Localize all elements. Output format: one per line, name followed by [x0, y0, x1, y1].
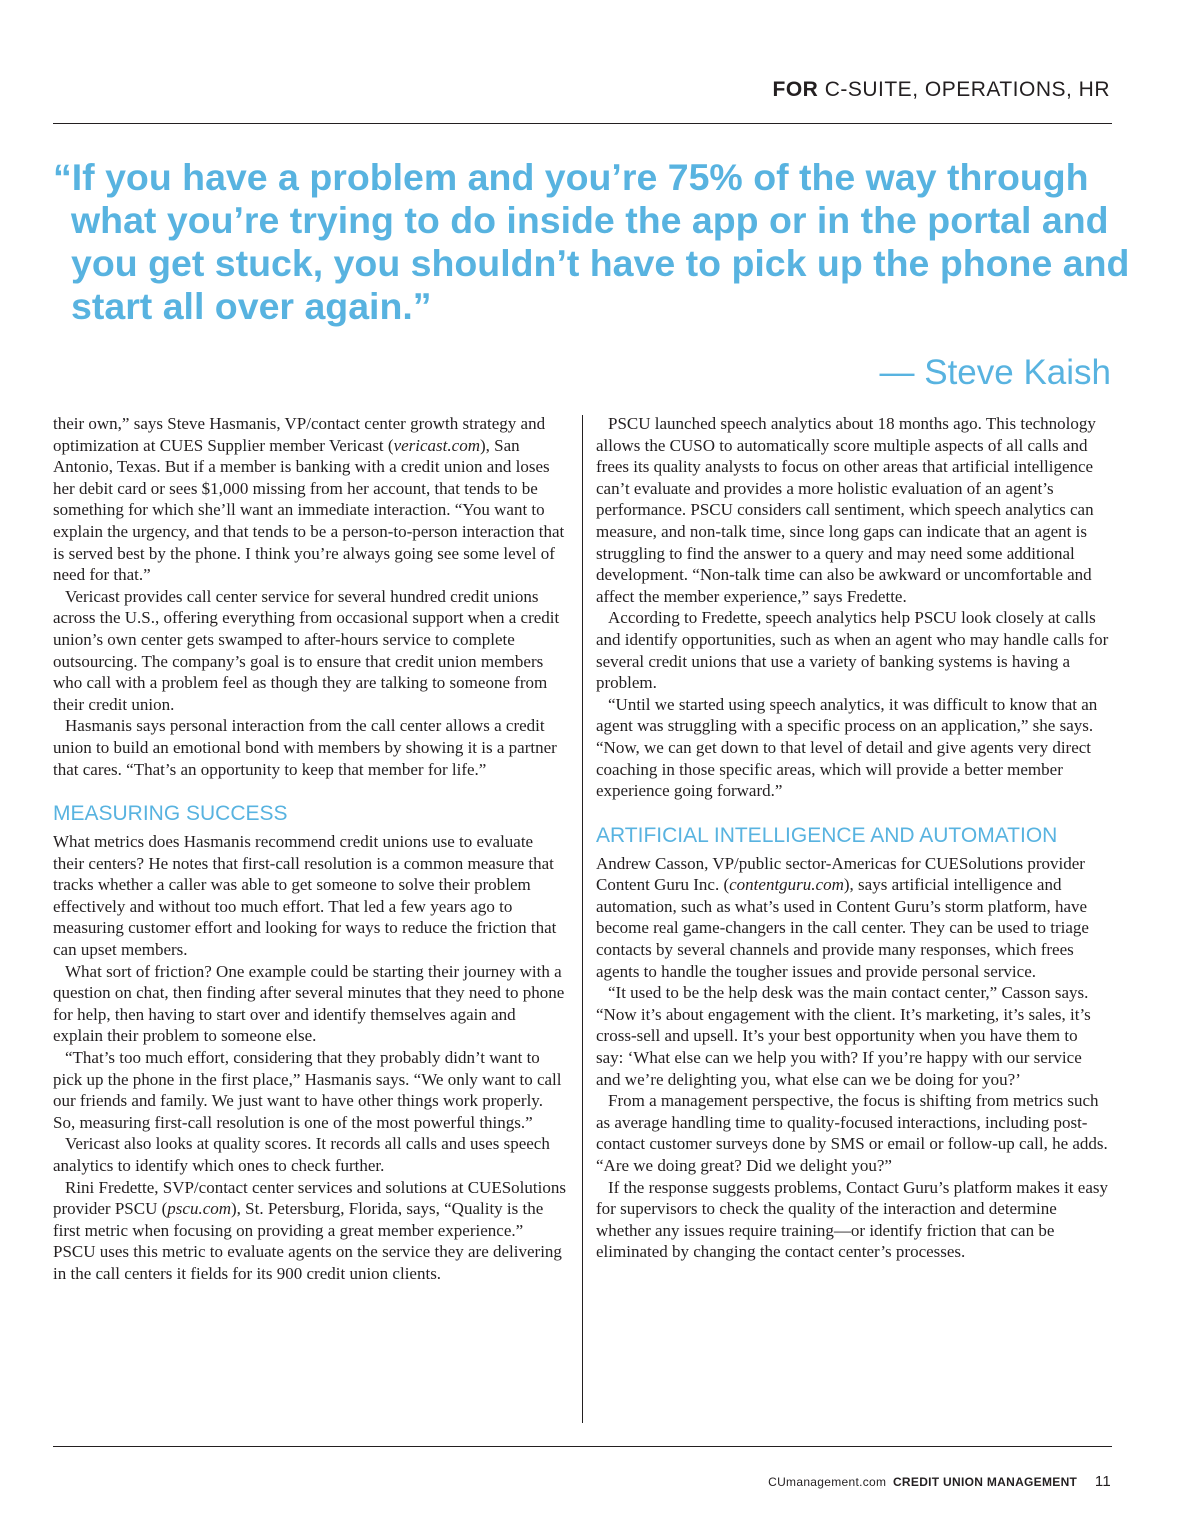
paragraph: Vericast provides call center service for several hundred credit unions across the U.S., offering everything from occasional support when a credit union’s own center gets swamped to after-hours service to complete outsourcing. The company’s goal is to ensure that credit union members who call with a problem feel as though they are talking to someone from their credit union. — [53, 586, 560, 714]
link-vericast[interactable]: vericast.com — [393, 435, 480, 455]
paragraph: Hasmanis says personal interaction from the call center allows a credit union to build an emotional bond with members by showing it is a partner that cares. “That’s an opportunity to keep that member for life.” — [53, 716, 557, 779]
section-heading-ai-automation: ARTIFICIAL INTELLIGENCE AND AUTOMATION — [596, 823, 1058, 847]
paragraph: According to Fredette, speech analytics help PSCU look closely at calls and identify opportunities, such as when an agent who may handle calls for several credit unions that use a variety of banking systems is having a problem. — [596, 608, 1109, 693]
section-label-for: FOR — [772, 78, 819, 101]
section-label — [773, 78, 1110, 102]
paragraph: What metrics does Hasmanis recommend credit unions use to evaluate their centers? He notes that first-call resolution is a common measure that tracks whether a caller was able to get someone to solve their problem effectively and without too much effort. That led a few years ago to measuring customer effort and looking for ways to reduce the friction that can upset members. — [53, 832, 557, 960]
link-contentguru[interactable]: contentguru.com — [729, 875, 844, 895]
section-label-audience: C-SUITE, OPERATIONS, HR — [824, 78, 1110, 101]
bottom-rule — [53, 1446, 1112, 1447]
left-column — [53, 413, 566, 1285]
page-number: 11 — [1094, 1473, 1111, 1490]
paragraph: their own,” says Steve Hasmanis, VP/contact center growth strategy and optimization at CUES Supplier member Vericast (vericast.com), San Antonio, Texas. But if a member is banking with a credit union and loses her debit card or sees $1,000 missing from her account, that tends to be something for which she’ll want an immediate interaction. “You want to explain the urgency, and that tends to be a person-to-person interaction that is served best by the phone. I think you’re always going see some level of need for that.” — [53, 414, 565, 585]
paragraph: PSCU launched speech analytics about 18 months ago. This technology allows the CUSO to automatically score multiple aspects of all calls and frees its quality analysts to focus on other areas that artificial intelligence can’t evaluate and provides a more holistic evaluation of an agent’s performance. PSCU considers call sentiment, which speech analytics can measure, and non-talk time, since long gaps can indicate that an agent is struggling to find the answer to a query and may need some additional development. “Non-talk time can also be awkward or uncomfortable and affect the member experience,” says Fredette. — [596, 414, 1096, 606]
pull-quote: “If you have a problem and you’re 75% of the way through what you’re trying to do inside the app or in the portal and you get stuck, you shouldn’t have to pick up the phone and start all over again.” — [53, 156, 1130, 327]
paragraph: Vericast also looks at quality scores. It records all calls and uses speech analytics to identify which ones to check further. — [53, 1134, 550, 1175]
paragraph: Andrew Casson, VP/public sector-Americas for CUESolutions provider Content Guru Inc. (contentguru.com), says artificial intelligence and automation, such as what’s used in Content Guru’s storm platform, have become real game-changers in the call center. They can be used to triage contacts by several channels and provide many responses, which frees agents to handle the tougher issues and provide personal service. — [596, 853, 1089, 981]
paragraph: If the response suggests problems, Contact Guru’s platform makes it easy for supervisors to check the quality of the interaction and determine whether any issues require training—or identify friction that can be eliminated by changing the contact center’s processes. — [596, 1177, 1108, 1262]
paragraph: “Until we started using speech analytics, it was difficult to know that an agent was struggling with a specific process on an application,” she says. “Now, we can get down to that level of detail and give agents very direct coaching in those specific areas, which will provide a better member experience going forward.” — [596, 694, 1098, 801]
paragraph: From a management perspective, the focus is shifting from metrics such as average handling time to quality-focused interactions, including post-contact customer surveys done by SMS or email or follow-up call, he adds. “Are we doing great? Did we delight you?” — [596, 1091, 1108, 1175]
right-column — [596, 413, 1109, 1263]
paragraph: “That’s too much effort, considering that they probably didn’t want to pick up the phone in the first place,” Hasmanis says. “We only want to call our friends and family. We just want to have other things work properly. So, measuring first-call resolution is one of the most powerful things.” — [53, 1048, 562, 1132]
page-footer — [768, 1473, 1111, 1490]
top-rule — [53, 123, 1112, 124]
section-heading-measuring-success: MEASURING SUCCESS — [53, 802, 288, 826]
link-pscu[interactable]: pscu.com — [167, 1199, 232, 1219]
column-divider — [582, 415, 583, 1423]
footer-site: CUmanagement.com — [768, 1475, 887, 1489]
pull-quote-attribution: — Steve Kaish — [879, 353, 1111, 392]
paragraph: “It used to be the help desk was the main contact center,” Casson says. “Now it’s about engagement with the client. It’s marketing, it’s sales, it’s cross-sell and upsell. It’s your best opportunity when you have them to say: ‘What else can we help you with? If you’re happy with our service and we’re delighting you, what else can we be doing for you?’ — [596, 983, 1091, 1089]
footer-publication: CREDIT UNION MANAGEMENT — [892, 1475, 1078, 1489]
paragraph: Rini Fredette, SVP/contact center services and solutions at CUESolutions provider PSCU (pscu.com), St. Petersburg, Florida, says, “Quality is the first metric when focusing on providing a great member experience.” PSCU uses this metric to evaluate agents on the service they are delivering in the call centers it fields for its 900 credit union clients. — [53, 1177, 566, 1283]
paragraph: What sort of friction? One example could be starting their journey with a question on chat, then finding after several minutes that they need to phone for help, then having to start over and identify themselves again and explain their problem to someone else. — [53, 961, 565, 1046]
